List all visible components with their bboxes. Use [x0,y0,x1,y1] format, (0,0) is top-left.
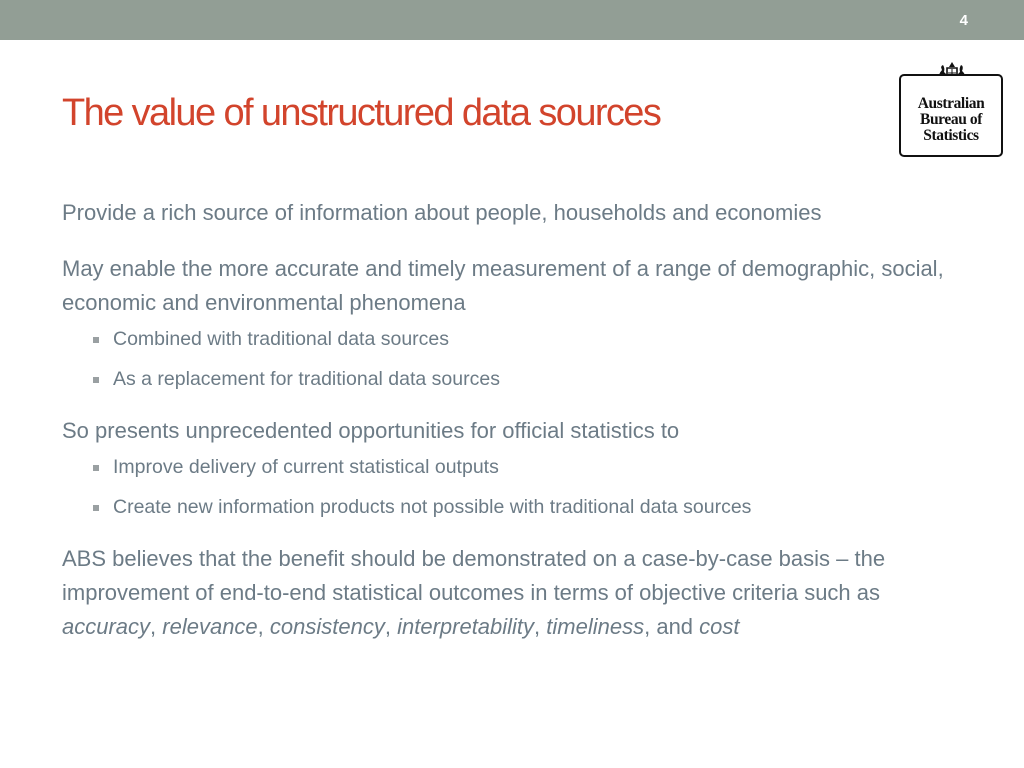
paragraph-measurement: May enable the more accurate and timely measurement of a range of demographic, social, economic and environmental phenomena [62,256,944,315]
list-item: Improve delivery of current statistical outputs [92,454,967,480]
list-item: Combined with traditional data sources [92,326,967,352]
bullet-square-icon [93,337,99,343]
bullet-square-icon [93,505,99,511]
top-bar [0,0,1024,40]
bullet-square-icon [93,377,99,383]
bullet-square-icon [93,465,99,471]
logo-frame [899,74,1003,157]
list-item: As a replacement for traditional data sources [92,366,967,392]
paragraph-abs-believes: ABS believes that the benefit should be demonstrated on a case-by-case basis – the improvement of end-to-end statistical outcomes in terms of objective criteria such as accuracy, relevance, consistency, interpretability, timeliness, and cost [62,546,886,639]
abs-logo [899,60,1003,155]
slide-number: 4 [959,12,968,29]
slide-body [62,196,967,664]
slide-title: The value of unstructured data sources [62,92,661,134]
measurement-bullet-list [62,326,967,392]
paragraph-rich-source: Provide a rich source of information about people, households and economies [62,200,822,225]
opportunities-bullet-list [62,454,967,520]
logo-wordmark: Australian Bureau of Statistics [917,95,985,144]
list-item: Create new information products not possible with traditional data sources [92,494,967,520]
paragraph-opportunities: So presents unprecedented opportunities for official statistics to [62,418,680,443]
